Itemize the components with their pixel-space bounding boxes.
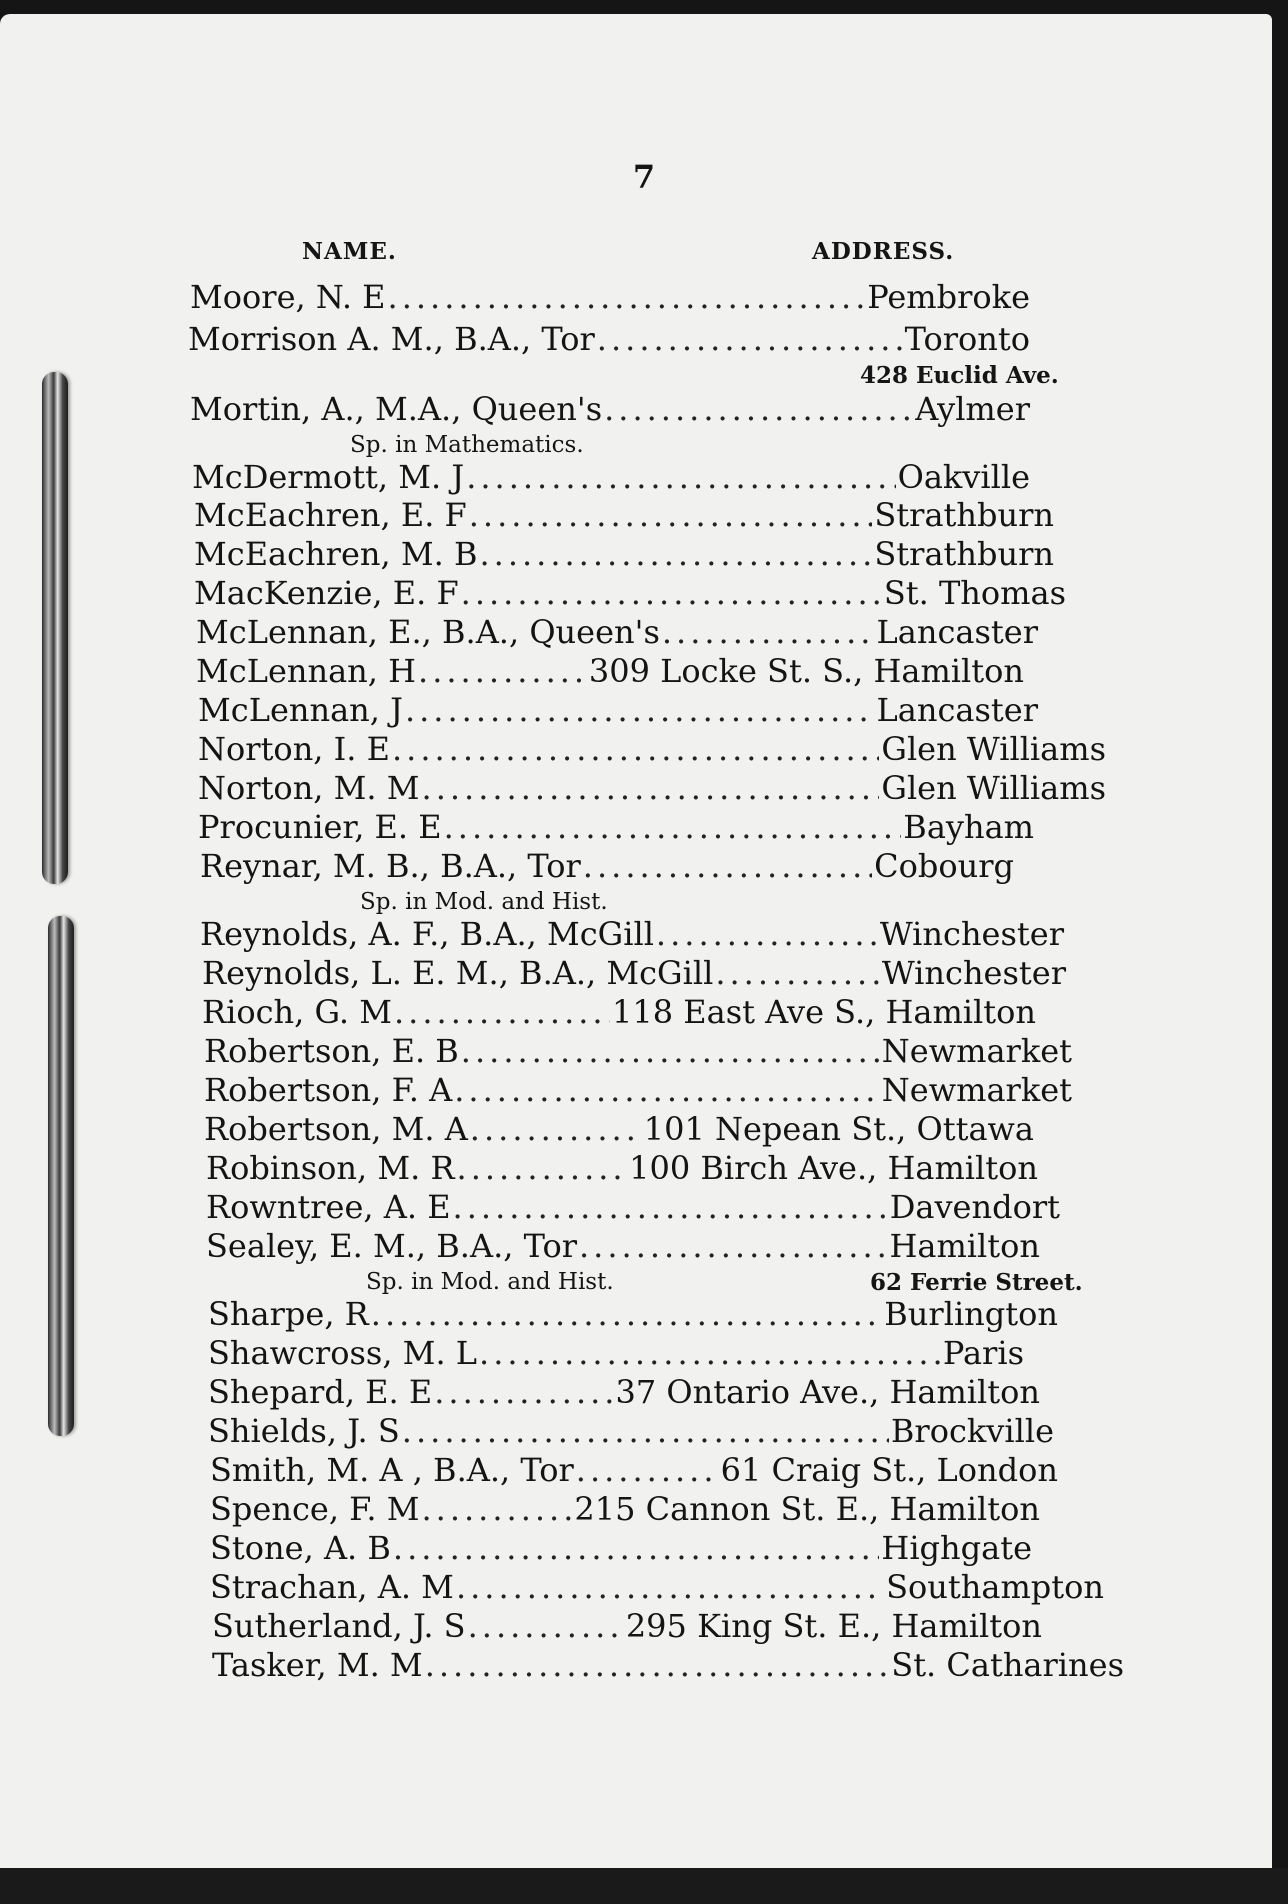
leader-dots <box>393 1529 880 1567</box>
entry-name: Shields, J. S <box>208 1412 400 1450</box>
entry-row <box>202 993 1036 1033</box>
entry-name: Shawcross, M. L <box>208 1334 478 1372</box>
entry-address: 100 Birch Ave., Hamilton <box>629 1149 1038 1187</box>
entry-row <box>206 1149 1038 1189</box>
leader-dots <box>434 1373 613 1411</box>
leader-dots <box>392 730 879 768</box>
specialty-note: Sp. in Mod. and Hist. <box>360 889 608 915</box>
specialty-note: Sp. in Mod. and Hist. <box>366 1269 614 1295</box>
entry-address: Lancaster <box>876 613 1038 651</box>
entry-name: Sharpe, R <box>208 1295 369 1333</box>
leader-dots <box>461 1032 880 1070</box>
entry-row <box>210 1529 1032 1569</box>
entry-address: Paris <box>942 1334 1024 1372</box>
entry-row <box>208 1334 1024 1374</box>
entry-row <box>212 1607 1042 1647</box>
entry-name: Sealey, E. M., B.A., Tor <box>206 1227 577 1265</box>
leader-dots <box>453 1188 888 1226</box>
leader-dots <box>715 954 880 992</box>
entry-address: St. Catharines <box>891 1646 1124 1684</box>
entry-name: Spence, F. M <box>210 1490 420 1528</box>
leader-dots <box>402 1412 889 1450</box>
entry-name: Shepard, E. E <box>208 1373 433 1411</box>
address-column-header: ADDRESS. <box>812 238 955 265</box>
entry-name: Robinson, M. R <box>206 1149 455 1187</box>
entry-address: 61 Craig St., London <box>720 1451 1058 1489</box>
leader-dots <box>469 496 873 534</box>
entry-name: Robertson, E. B <box>204 1032 459 1070</box>
entry-address: Highgate <box>881 1529 1032 1567</box>
entry-address: Toronto <box>904 320 1030 358</box>
entry-name: Norton, I. E <box>198 730 390 768</box>
entry-address: St. Thomas <box>883 574 1066 612</box>
entry-address: 215 Cannon St. E., Hamilton <box>574 1490 1040 1528</box>
name-column-header: NAME. <box>302 238 397 265</box>
entry-row <box>196 613 1038 653</box>
entry-address: Pembroke <box>867 278 1030 316</box>
entry-name: Tasker, M. M <box>212 1646 423 1684</box>
leader-dots <box>422 769 880 807</box>
entry-name: Mortin, A., M.A., Queen's <box>190 390 603 428</box>
entry-row <box>202 954 1066 994</box>
entry-address: 118 East Ave S., Hamilton <box>612 993 1036 1031</box>
entry-name: Strachan, A. M <box>210 1568 454 1606</box>
entry-address: Brockville <box>890 1412 1054 1450</box>
leader-dots <box>579 1227 887 1265</box>
entry-name: MacKenzie, E. F <box>194 574 459 612</box>
entry-name: Stone, A. B <box>210 1529 391 1567</box>
entry-address: Winchester <box>879 915 1064 953</box>
entry-row <box>204 1110 1034 1150</box>
entry-address: 295 King St. E., Hamilton <box>625 1607 1042 1645</box>
leader-dots <box>583 847 872 885</box>
entry-address: Bayham <box>903 808 1034 846</box>
entry-row <box>194 535 1054 575</box>
leader-dots <box>597 320 903 358</box>
entry-row <box>208 1373 1040 1413</box>
entry-address: Lancaster <box>876 691 1038 729</box>
leader-dots <box>662 613 875 651</box>
entry-row <box>206 1188 1060 1228</box>
entry-row <box>212 1646 1124 1686</box>
leader-dots <box>457 1149 628 1187</box>
entry-address: Southampton <box>886 1568 1104 1606</box>
entry-address: Cobourg <box>874 847 1014 885</box>
entry-name: Morrison A. M., B.A., Tor <box>188 320 595 358</box>
entry-address: Glen Williams <box>881 730 1106 768</box>
leader-dots <box>425 1646 890 1684</box>
entry-name: Reynolds, A. F., B.A., McGill <box>200 915 654 953</box>
entry-name: Norton, M. M <box>198 769 420 807</box>
entry-address: 309 Locke St. S., Hamilton <box>588 652 1024 690</box>
entry-name: Rioch, G. M <box>202 993 392 1031</box>
entry-name: McEachren, M. B <box>194 535 478 573</box>
leader-dots <box>656 915 878 953</box>
entry-name: McEachren, E. F <box>194 496 467 534</box>
entry-name: McLennan, E., B.A., Queen's <box>196 613 660 651</box>
entry-address: Glen Williams <box>881 769 1106 807</box>
entry-row <box>210 1451 1058 1491</box>
entry-name: Robertson, F. A <box>204 1071 453 1109</box>
entry-row <box>198 691 1038 731</box>
entry-name: Sutherland, J. S <box>212 1607 466 1645</box>
entry-address: Strathburn <box>874 496 1054 534</box>
entry-name: Reynar, M. B., B.A., Tor <box>200 847 581 885</box>
leader-dots <box>479 535 872 573</box>
entry-row <box>198 769 1106 809</box>
entry-address: Strathburn <box>874 535 1054 573</box>
entry-row <box>190 278 1030 318</box>
entry-address: Hamilton <box>889 1227 1040 1265</box>
entry-address: Aylmer <box>915 390 1030 428</box>
leader-dots <box>604 390 913 428</box>
entry-row <box>198 808 1034 848</box>
entry-row <box>206 1227 1040 1267</box>
entry-name: Robertson, M. A <box>204 1110 468 1148</box>
leader-dots <box>466 458 895 496</box>
street-address-note: 62 Ferrie Street. <box>870 1269 1083 1296</box>
leader-dots <box>468 1607 624 1645</box>
leader-dots <box>470 1110 642 1148</box>
specialty-note: Sp. in Mathematics. <box>350 432 584 458</box>
leader-dots <box>576 1451 719 1489</box>
entry-row <box>210 1490 1040 1530</box>
entry-address: Burlington <box>884 1295 1058 1333</box>
entry-row <box>200 847 1014 887</box>
entry-row <box>190 390 1030 430</box>
entry-address: Newmarket <box>881 1071 1072 1109</box>
entry-row <box>204 1032 1072 1072</box>
page-number: 7 <box>632 158 656 196</box>
leader-dots <box>371 1295 883 1333</box>
entry-name: Rowntree, A. E <box>206 1188 451 1226</box>
entry-row <box>208 1295 1058 1335</box>
entry-row <box>208 1412 1054 1452</box>
leader-dots <box>454 1071 880 1109</box>
entry-address: 101 Nepean St., Ottawa <box>643 1110 1034 1148</box>
entry-name: McLennan, H <box>196 652 417 690</box>
entry-row <box>200 915 1064 955</box>
leader-dots <box>444 808 902 846</box>
entry-name: McDermott, M. J <box>192 458 465 496</box>
entry-name: Moore, N. E <box>190 278 386 316</box>
entry-name: Smith, M. A , B.A., Tor <box>210 1451 574 1489</box>
leader-dots <box>479 1334 941 1372</box>
entry-row <box>198 730 1106 770</box>
leader-dots <box>388 278 866 316</box>
entry-row <box>204 1071 1072 1111</box>
entry-row <box>210 1568 1104 1608</box>
entry-row <box>194 574 1066 614</box>
leader-dots <box>418 652 587 690</box>
leader-dots <box>456 1568 884 1606</box>
entry-address: Winchester <box>881 954 1066 992</box>
entry-address: Davendort <box>889 1188 1060 1226</box>
leader-dots <box>405 691 875 729</box>
leader-dots <box>394 993 610 1031</box>
entry-address: Newmarket <box>881 1032 1072 1070</box>
entry-name: Procunier, E. E <box>198 808 442 846</box>
entry-name: McLennan, J <box>198 691 403 729</box>
entry-address: 37 Ontario Ave., Hamilton <box>615 1373 1040 1411</box>
entry-row <box>188 320 1030 360</box>
entry-address: Oakville <box>897 458 1030 496</box>
leader-dots <box>461 574 882 612</box>
entry-name: Reynolds, L. E. M., B.A., McGill <box>202 954 714 992</box>
entry-row <box>196 652 1024 692</box>
entry-row <box>192 458 1030 498</box>
leader-dots <box>421 1490 572 1528</box>
street-address-note: 428 Euclid Ave. <box>860 362 1059 389</box>
entry-row <box>194 496 1054 536</box>
